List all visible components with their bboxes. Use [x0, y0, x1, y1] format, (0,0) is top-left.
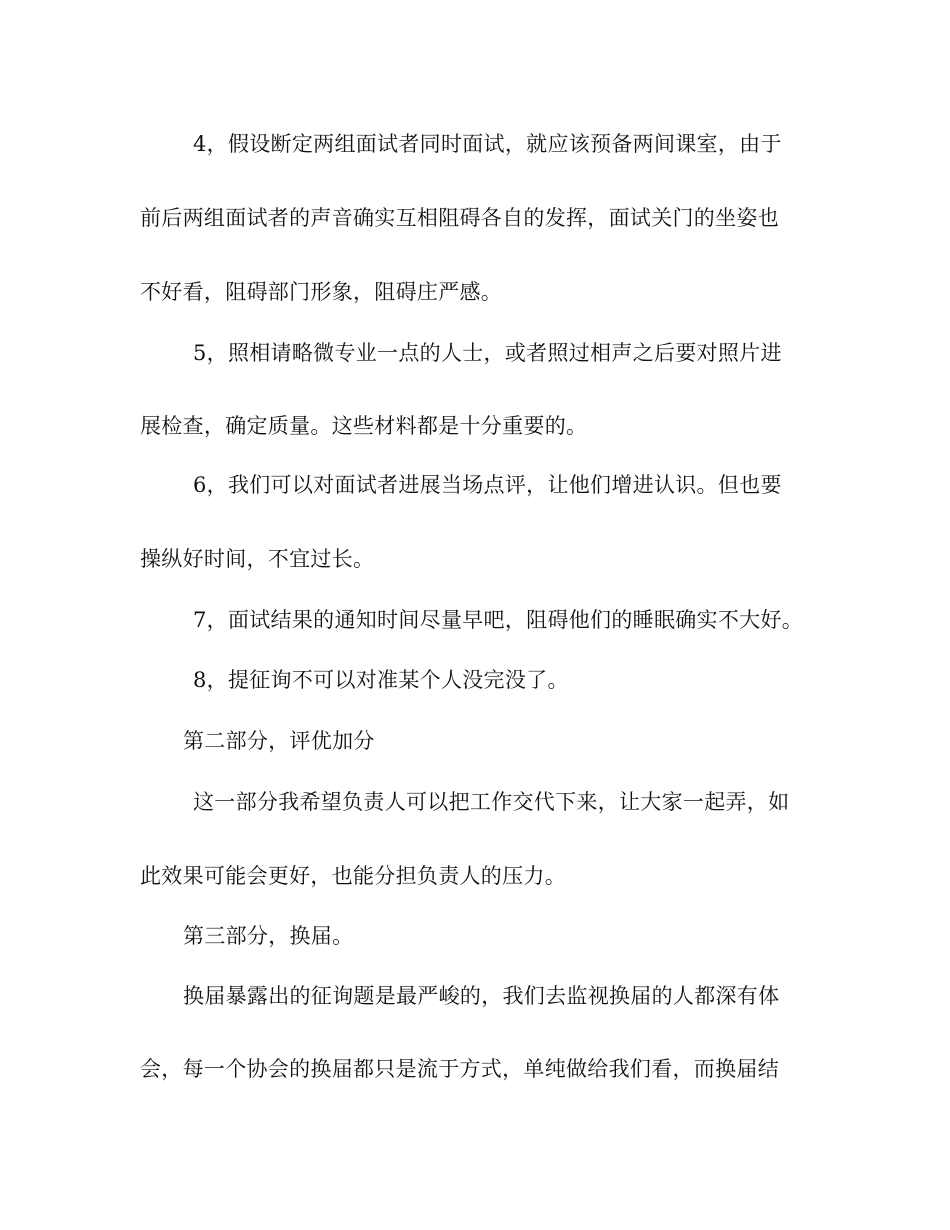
paragraph-line: 8，提征询不可以对准某个人没完没了。 — [193, 668, 569, 692]
section-heading: 第二部分，评优加分 — [183, 729, 375, 753]
section-heading: 第三部分，换届。 — [183, 924, 354, 948]
paragraph-line: 换届暴露出的征询题是最严峻的，我们去监视换届的人都深有体 — [183, 984, 780, 1008]
paragraph-line: 这一部分我希望负责人可以把工作交代下来，让大家一起弄，如 — [193, 790, 790, 814]
paragraph-line: 展检查，确定质量。这些材料都是十分重要的。 — [140, 414, 588, 438]
paragraph-line: 4，假设断定两组面试者同时面试，就应该预备两间课室，由于 — [193, 132, 782, 156]
paragraph-line: 5，照相请略微专业一点的人士，或者照过相声之后要对照片进 — [193, 341, 782, 365]
paragraph-line: 前后两组面试者的声音确实互相阻碍各自的发挥，面试关门的坐姿也 — [140, 206, 779, 230]
paragraph-line: 7，面试结果的通知时间尽量早吧，阻碍他们的睡眠确实不大好。 — [193, 608, 804, 632]
paragraph-line: 操纵好时间，不宜过长。 — [140, 547, 375, 571]
paragraph-line: 此效果可能会更好，也能分担负责人的压力。 — [140, 864, 566, 888]
paragraph-line: 不好看，阻碍部门形象，阻碍庄严感。 — [140, 280, 503, 304]
paragraph-line: 会，每一个协会的换届都只是流于方式，单纯做给我们看，而换届结 — [140, 1057, 779, 1081]
paragraph-line: 6，我们可以对面试者进展当场点评，让他们增进认识。但也要 — [193, 473, 782, 497]
